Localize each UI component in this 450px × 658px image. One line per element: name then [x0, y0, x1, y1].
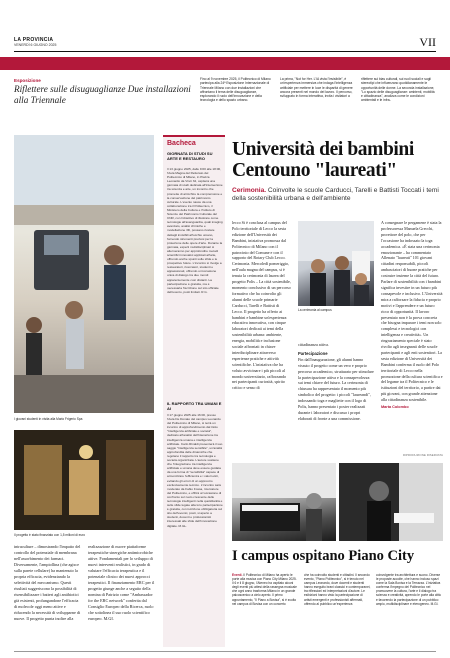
main-byline: Marta Colombo [381, 405, 409, 410]
bacheca-title: Bacheca [167, 140, 196, 147]
photo-piano-2 [339, 463, 443, 541]
main-col2-body: Fin dall'inaugurazione, gli alunni hanno vissuto il progetto come un vero e proprio percorso accademico, strutturato per stimolare la partecipazione attiva e la consapevolezza sui temi chiave del futuro. La cerimonia di chiusura ha rappresentato il momento più simbolico del progetto: i piccoli "laureandi", indossando toga e magliette con il logo di Polis, hanno presentato i poster realizzati durante i laboratori e discusso i propri elaborati di fronte a una commissione. [298, 356, 374, 421]
photo-robot-illustration [14, 135, 154, 413]
main-kicker: Cerimonia. [232, 187, 267, 194]
photo-piano-1-illustration [232, 463, 336, 541]
main-summary-text: Coinvolte le scuole Carducci, Tarelli e Battisti Toccati i temi della sostenibilità urbana e dell'ambiente [232, 187, 439, 202]
masthead [14, 37, 436, 55]
photo-graduation [298, 221, 374, 306]
research-text-col1: intraculture – dimostrando l'impatto del controllo del potenziale di membrana nell'assorbimento dei farmaci. Diversamente, l'ampiollina (che agisce sulla parete cellulare) ha mantenuto la propria efficacia, evidenziando la selettività del meccanismo. Questi risultati suggeriscono la possibilità di risensibilizzare i batteri agli antibiotici già esistenti, prolungandone l'efficacia di molecole oggi meno attive e riducendo la necessità di svilupparne di nuove. Il progetto punta inoltre alla [14, 544, 81, 621]
photo-graduation-caption: La cerimonia al campus [298, 308, 332, 312]
photo-piano-2-illustration [339, 463, 443, 541]
main-col2-intro: cittadinanza attiva. [298, 342, 329, 347]
newspaper-name: LA PROVINCIA [14, 37, 54, 43]
main-text-col1: lecco Si è conclusa al campus del Polo territoriale di Lecco la sesta edizione dell'Università dei Bambini, iniziativa promossa dal Politecnico di Milano con il patrocinio del Comune e con il supporto del Rotary Club Lecco. Cerimonia. Mercoledì pomeriggio, nell'aula magna del campus, si è tenuta la cerimonia di laurea del progetto Polis – La città sostenibile, momento conclusivo di un percorso formativo che ha coinvolto gli alunni delle scuole primarie Carducci, Tarelli e Battisti di Lecco. Il progetto ha offerto ai bambini e bambine un'esperienza educativa innovativa, con cinque laboratori dedicati ai temi della sostenibilità urbana: ambiente, energia, mobilità e inclusione sociale affrontati in chiave interdisciplinare attraverso esperienze pratiche e attività scientifiche. L'iniziativa che ha voluto avvicinare i più piccoli al mondo universitario, rafforzando nei partecipanti curiosità, spirito critico e senso di [232, 220, 291, 391]
main-text-col3 [381, 220, 443, 411]
issue-date: VENERDÌ 6 GIUGNO 2025 [14, 43, 57, 47]
main-headline: Università dei bambini Centouno "laureati" [232, 139, 414, 181]
main-summary [232, 187, 442, 203]
photo-graduation-illustration [298, 221, 374, 306]
photo-robot-visit [14, 135, 154, 413]
photo-exhibit [14, 430, 154, 530]
research-text-col2: realizzazione di nuove piattaforme terapeutiche sinergiche antimicrobiche attive. Fondamentali per lo sviluppo di nuovi interventi realistici, in grado di valutare l'efficacia terapeutica e il potenziale clinico dei nuovi approcci terapeutici. Il finanziamento ERC per il progetto giunge anche a seguito della nomina di Patrizio come "Ambassador for the ERC network" conferita dal Consiglio Europeo della Ricerca, ruolo che sottolinea il suo ruolo scientifico europeo. M.GI. [88, 544, 155, 621]
page-number: VII [419, 35, 436, 49]
photo-piano-1 [232, 463, 336, 541]
piano-city-kicker: Eventi. [232, 573, 243, 577]
photo-robot-caption: I giovani studenti in visita alla Mario Frigerio Spa [14, 417, 83, 421]
bacheca-column [163, 135, 225, 647]
piano-city-text-col2: che ha coinvolto studenti e cittadini. Il secondo evento, "Piano Politecnico", si è tenuto nel campus Leonardo, dove docenti e studenti hanno eseguito brani classici e contemporanei, tra riflessioni ed interpretazioni d'autore. Le esibizioni hanno visto la partecipazione di artisti emergenti e professionisti affermati, offrendo al pubblico un'esperienza [304, 573, 371, 606]
piano-city-headline: I campus ospitano Piano City [232, 548, 415, 564]
piano-city-text-col1 [232, 573, 299, 606]
copyright-notice: RIPRODUZIONE RISERVATA [402, 453, 443, 457]
masthead-rule [14, 51, 436, 52]
section-label-esposizione: Esposizione [14, 78, 41, 83]
bacheca-item1-title: GIORNATA DI STUDI SU ARTE E RESTAURO [167, 151, 213, 161]
exhibition-text-col3: riflettere sui bias culturali, sui ruoli sociali e sugli stereotipi che influenzano quotidianamente le opportunità delle donne. La seconda installazione, "Lo spazio delle disuguaglianze: ambienti, mobilità e cittadinanza", analizza come le condizioni ambientali e le infra- [361, 77, 435, 103]
bacheca-item1-body: Il 13 giugno 2025, dalle 9:00 alle 18:00, l'Aula Magna del Rettorato del Politecnico di Milano, in Piazza Leonardo da Vinci 32, ospiterà una giornata di studi dedicata all'intersezione tra scienza e arte, un incontro che promette di arricchire la comprensione e la conservazione del patrimonio culturale. L'evento nasce da una collaborazione tra il Politecnico, il Ministero della Cultura e l'Istituto di Scienze del Patrimonio Culturale del CNR, con l'obiettivo di illustrare come tecnologie all'avanguardia, quali imaging avanzato, analisi chimiche e modellazione 3D, possano rivelare dettagli invisibili all'occhio umano, fornendo strumenti preziosi per la protezione delle opere d'arte. Durante la giornata, esperti multidisciplinari si alterneranno per approfondire metodi scientifici innovativi applicati all'arte, offrendo anche spunti sulle sfide e le prospettive future. L'incontro si rivolge a restauratori, ricercatori, studenti e appassionati, offrendo un'occasione unica di dialogo tra due mondi apparentemente così distanti. La partecipazione è gratuita, ma è necessaria l'iscrizione sul sito ufficiale dell'evento, posti limitati. R.G. [167, 167, 223, 294]
photo-exhibit-caption: Il progetto è stato finanziato con 1,5 milioni di euro [14, 533, 86, 537]
photo-exhibit-illustration [14, 430, 154, 530]
exhibition-text-col1: Fino al 9 novembre 2025, il Politecnico di Milano partecipa alla 24ª Esposizione Internazionale di Triennale Milano con due installazioni che affrontano il tema delle disuguaglianze, esplorando il ruolo dell'innovazione e della tecnologia e dello spazio urbano. [200, 77, 271, 103]
main-text-col2 [298, 342, 374, 422]
piano-city-text-col3: coinvolgente tra architettura e suono. Diverse le proposte accolte, che hanno incluso spazi come la Sala Bovisa e la Terrazza. L'iniziativa conferma l'impegno del Politecnico nel promuovere la cultura, l'arte e il dialogo tra scienza e creatività, aprendo le porte alla città e favorendo la partecipazione di un pubblico ampio, multidisciplinare e eterogeneo. M.GI. [376, 573, 441, 606]
section-band [0, 57, 450, 70]
page-bottom-rule [14, 651, 436, 652]
main-col3-body: A consegnare le pergamene è stata la professoressa Manuela Grecchi, prorettore del polo, che per l'occasione ha indossato la toga accademica. «È stata una cerimonia emozionante – ha commentato Allenato "laureati" 101 giovani cittadini responsabili, piccoli ambasciatori di buone pratiche per costruire insieme la città del futuro. Parlare di sostenibilità con i bambini significa investire in un futuro più consapevole e inclusivo. L'Università mira a rafforzare la fiducia e proprio motivi e l'apprendere e un futuro ricco di opportunità. Il lavoro presentato non è la prova concreta che bisogna imparare i temi non solo complessi e tecnologici con intelligenza e creatività». Un ringraziamento speciale è stato rivolto agli insegnanti delle scuole partecipanti e agli enti sostenitori. La sesta edizione di Università dei Bambini conferma il ruolo del Polo territoriale di Lecco nella promozione della cultura scientifica e del legame tra il Politecnico e le istituzioni del territorio, a partire dai più giovani, con grande attenzione alla cittadinanza sostenibile. [381, 220, 443, 403]
bacheca-item2-body: Il 17 giugno 2025 alle 16:00, presso l'Aula De Donato del campus Leonardo del Politecnico di Milano, si terrà un incontro di approfondimento dal titolo "Intelligenza artificiale e società", dedicato all'analisi dell'interazione tra intelligenza umana e intelligenza artificiale. Carlo Rinaldi presenterà il suo saggio "Intelligenza sensibile", un'analisi approfondita delle dinamiche che regolano il rapporto tra tecnologia e società organizzata. L'autore sostiene che l'integrazione tra intelligenza artificiale e umana deve essere guidata da una forma di "sensibilità" capace di armonizzare l'efficienza e i valori etici, evitando gli errori di un approccio esclusivamente tecnico. L'incontro sarà moderato da Fabio Fossa, ricercatore del Politecnico, e offrirà un'occasione di confronto sul ruolo crescente delle tecnologie intelligenti nella quotidianità e sulle sfide legate alla loro partecipazione è gratuita, con iscrizione obbligatoria sul sito dell'evento; posti, si aperto a studenti, docenti e professionisti interessati alle sfide dell'innovazione digitale. M.GL. [167, 413, 223, 528]
exhibition-text-col2: La prima, "Not for Her. L'IA vista l'invisibile", è un'esperienza immersiva che indaga l'intelligenza artificiale per mettere in luce le disparità di genere ancora presenti nel mondo del lavoro. Il percorso, sviluppato in forma interattiva, invita i visitatori a [280, 77, 353, 99]
main-subhead: Partecipazione [298, 350, 328, 356]
bacheca-item2-title: IL RAPPORTO TRA UMANI E AI [167, 401, 222, 411]
piano-city-col1-body: Il Politecnico di Milano ha aperto le porte alla musica con Piano City Milano 2025. Il 6 e il 8 giugno, l'Ateneo ha ospitato alcuni degli eventi più attesi della rassegna musicale che ogni anno trasforma Milano in un grande palcoscenico a cielo aperto. Il primo appuntamento, "Il Piano a Bovisa", si è svolto nel campus di Bovisa con un concerto [232, 573, 297, 606]
exhibition-headline: Riflettere sulle disuguaglianze Due installazioni alla Triennale [14, 84, 191, 105]
